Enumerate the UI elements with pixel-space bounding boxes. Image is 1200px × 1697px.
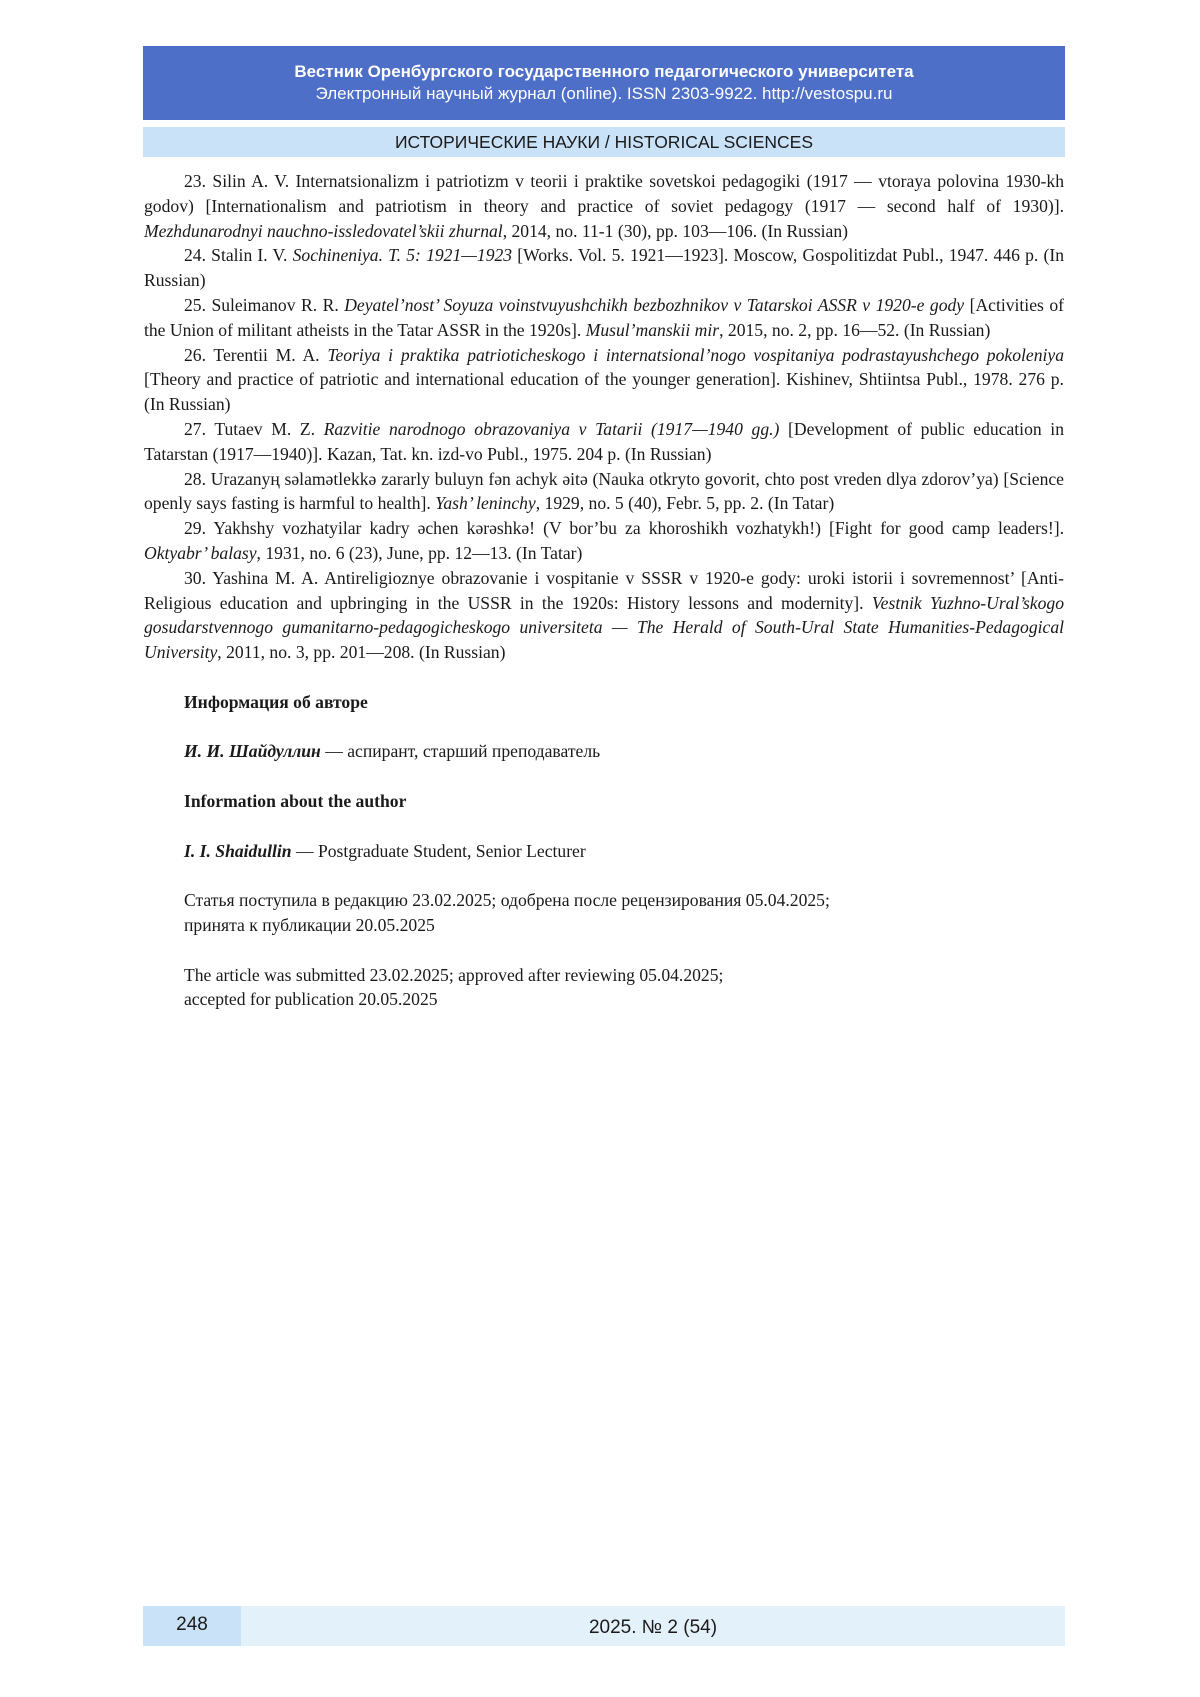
reference-text: , 2014, no. 11-1 (30), pp. 103—106. (In Russian) [502, 220, 849, 241]
reference-item [144, 293, 1064, 343]
dates-ru-line2: принята к публикации 20.05.2025 [184, 914, 435, 935]
reference-source-title: Deyatel’nost’ Soyuza voinstvuyushchikh bezbozhnikov v Tatarskoi ASSR v 1920-e gody [344, 294, 965, 315]
reference-item [144, 343, 1064, 417]
author-role-en: — Postgraduate Student, Senior Lecturer [291, 840, 586, 861]
reference-source-title: Vestnik Yuzhno-Ural’skogo gosudarstvennogo gumanitarno-pedagogicheskogo universiteta — The Herald of South-Ural State Humanities-Pedagogical University [144, 592, 1064, 663]
reference-text: 30. Yashina M. A. Antireligioznye obrazovanie i vospitanie v SSSR v 1920-e gody: uroki istorii i sovremennost’ [Anti-Religious education and upbringing in the USSR in the 1920s: History lessons and modernity]. [144, 567, 1064, 613]
reference-item [144, 566, 1064, 665]
reference-text: 28. Urazanyң səlamətlekkə zararly buluyn fən achyk əitə (Nauka otkryto govorit, chto post vreden dlya zdorov’ya) [Science openly says fasting is harmful to health]. [144, 468, 1064, 514]
page-number: 248 [143, 1606, 241, 1646]
dates-ru-line1: Статья поступила в редакцию 23.02.2025; одобрена после рецензирования 05.04.2025; [184, 890, 830, 911]
journal-subtitle: Электронный научный журнал (online). ISSN 2303-9922. http://vestospu.ru [315, 84, 893, 103]
reference-text: 29. Yakhshy vozhatyilar kadry əchen kərəshkə! (V bor’bu za khoroshikh vozhatykh!) [Fight for good camp leaders!]. [184, 518, 1064, 539]
reference-text: 26. Terentii M. A. [184, 344, 328, 365]
reference-source-title: Sochineniya. T. 5: 1921—1923 [292, 245, 513, 266]
article-body [144, 169, 1064, 1012]
author-name-en: I. I. Shaidullin [184, 840, 292, 861]
reference-source-title: Mezhdunarodnyi nauchno-issledovatel’skii zhurnal [144, 220, 503, 241]
reference-list [144, 169, 1064, 665]
page-footer [143, 1606, 1065, 1646]
reference-item [144, 169, 1064, 243]
reference-text: , 1929, no. 5 (40), Febr. 5, pp. 2. (In Tatar) [535, 493, 835, 514]
reference-text: 25. Suleimanov R. R. [184, 294, 345, 315]
issue-label: 2025. № 2 (54) [588, 1617, 718, 1638]
reference-source-title: Oktyabr’ balasy [144, 542, 257, 563]
reference-text: 24. Stalin I. V. [184, 245, 293, 266]
author-entry-ru [144, 739, 1064, 764]
reference-text: 27. Tutaev M. Z. [184, 418, 324, 439]
reference-source-title: Razvitie narodnogo obrazovaniya v Tatarii (1917—1940 gg.) [323, 418, 780, 439]
reference-text: [Works. Vol. 5. 1921—1923]. Moscow, Gospolitizdat Publ., 1947. 446 p. (In Russian) [144, 245, 1064, 291]
reference-text: [Activities of the Union of militant atheists in the Tatar ASSR in the 1920s]. [144, 294, 1064, 340]
author-name-ru: И. И. Шайдуллин [184, 741, 321, 762]
reference-text: 23. Silin A. V. Internatsionalizm i patriotizm v teorii i praktike sovetskoi pedagogiki (1917 — vtoraya polovina 1930-kh godov) [Internationalism and patriotism in theory and practice of soviet pedagogy (1917 — second half of 1930)]. [144, 171, 1064, 216]
reference-item [144, 417, 1064, 467]
reference-item [144, 467, 1064, 517]
author-info-heading-ru: Информация об авторе [184, 691, 368, 712]
section-banner: ИСТОРИЧЕСКИЕ НАУКИ / HISTORICAL SCIENCES [143, 127, 1065, 157]
dates-en-line1: The article was submitted 23.02.2025; approved after reviewing 05.04.2025; [184, 964, 724, 985]
journal-title: Вестник Оренбургского государственного педагогического университета [294, 62, 914, 81]
reference-source-title: Yash’ leninchy [435, 493, 536, 514]
reference-source-title: Teoriya i praktika patrioticheskogo i internatsional’nogo vospitaniya podrastayushchego pokoleniya [327, 344, 1064, 365]
reference-text: , 1931, no. 6 (23), June, pp. 12—13. (In Tatar) [256, 542, 583, 563]
reference-text: , 2015, no. 2, pp. 16—52. (In Russian) [719, 319, 991, 340]
journal-header [143, 46, 1065, 120]
reference-item [144, 516, 1064, 566]
author-info-heading-en: Information about the author [184, 790, 407, 811]
reference-text: , 2011, no. 3, pp. 201—208. (In Russian) [217, 642, 506, 663]
reference-text: [Theory and practice of patriotic and international education of the younger generation]. Kishinev, Shtiintsa Publ., 1978. 276 p. (In Russian) [144, 369, 1064, 415]
reference-source-title: Musul’manskii mir [585, 319, 720, 340]
author-entry-en [144, 839, 1064, 864]
dates-en-line2: accepted for publication 20.05.2025 [184, 989, 438, 1010]
reference-text: [Development of public education in Tatarstan (1917—1940)]. Kazan, Tat. kn. izd-vo Publ., 1975. 204 p. (In Russian) [144, 418, 1064, 464]
reference-item [144, 243, 1064, 293]
author-role-ru: — аспирант, старший преподаватель [320, 741, 601, 762]
